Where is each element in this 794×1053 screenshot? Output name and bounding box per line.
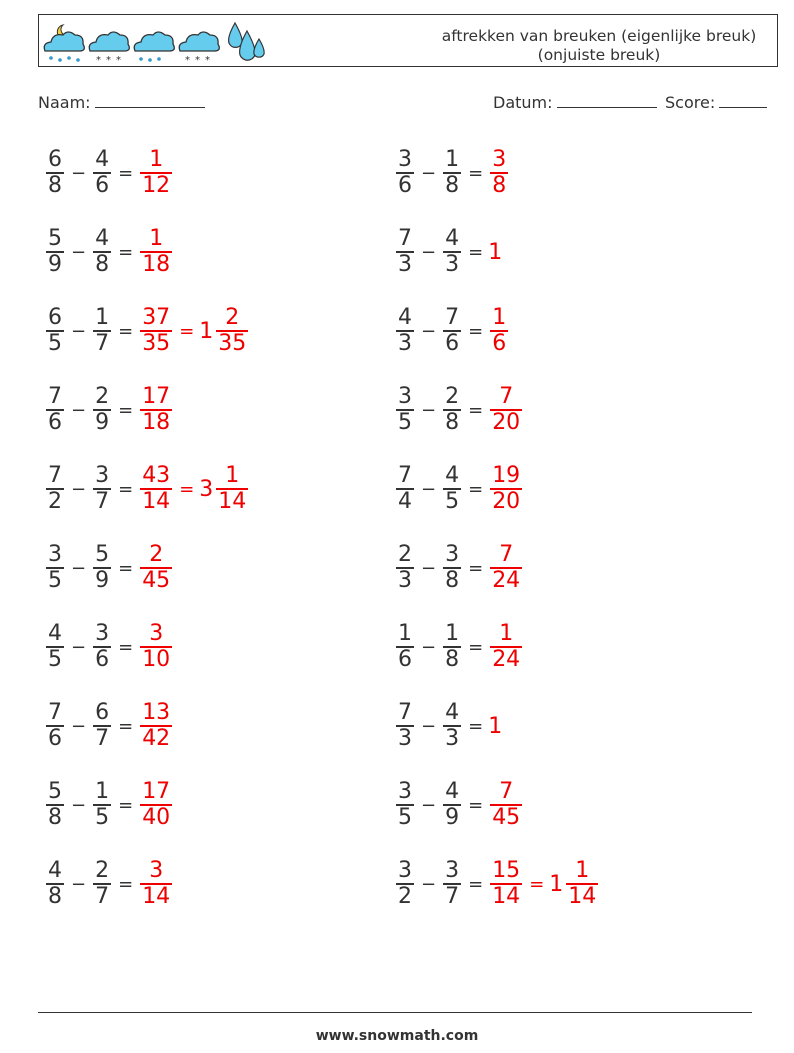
denominator: 5 (398, 804, 412, 830)
denominator: 2 (398, 883, 412, 909)
denominator: 24 (492, 567, 521, 593)
numerator: 4 (95, 226, 110, 252)
numerator: 3 (149, 858, 164, 884)
denominator: 3 (445, 251, 460, 277)
denominator: 5 (48, 330, 62, 356)
fraction (140, 227, 172, 277)
minus-sign: − (421, 636, 437, 658)
fraction (93, 464, 111, 514)
minus-sign: − (421, 241, 437, 263)
numerator: 7 (499, 384, 514, 410)
minus-sign: − (421, 715, 437, 737)
problem-9 (44, 459, 250, 519)
problem-8 (394, 380, 524, 440)
denominator: 35 (218, 330, 247, 356)
answer (138, 227, 174, 277)
fraction (490, 859, 522, 909)
denominator: 42 (142, 725, 171, 751)
numerator: 4 (398, 305, 412, 331)
answer (488, 622, 524, 672)
minus-sign: − (421, 794, 437, 816)
numerator: 15 (492, 858, 521, 884)
numerator: 1 (225, 463, 240, 489)
denominator: 3 (398, 567, 412, 593)
numerator: 1 (499, 621, 514, 647)
denominator: 9 (95, 409, 110, 435)
denominator: 6 (398, 172, 412, 198)
problem-12 (394, 538, 524, 598)
fraction (396, 543, 414, 593)
minus-sign: − (71, 320, 87, 342)
denominator: 45 (142, 567, 171, 593)
name-blank[interactable] (95, 93, 205, 108)
numerator: 5 (48, 779, 62, 805)
fraction (490, 622, 522, 672)
denominator: 9 (445, 804, 460, 830)
fraction (46, 385, 64, 435)
denominator: 8 (445, 172, 460, 198)
denominator: 6 (445, 330, 460, 356)
header-box (38, 14, 778, 67)
numerator: 2 (225, 305, 240, 331)
fraction (396, 227, 414, 277)
denominator: 8 (48, 172, 62, 198)
fraction (396, 622, 414, 672)
fraction (93, 385, 111, 435)
numerator: 1 (149, 226, 164, 252)
date-blank[interactable] (557, 93, 657, 108)
numerator: 3 (95, 621, 110, 647)
minus-sign: − (421, 399, 437, 421)
problem-19 (44, 854, 174, 914)
equals-sign: = (468, 241, 484, 263)
numerator: 1 (492, 305, 507, 331)
fraction (490, 464, 522, 514)
denominator: 40 (142, 804, 171, 830)
mixed-whole: 1 (199, 318, 214, 344)
denominator: 2 (48, 488, 62, 514)
fraction (140, 780, 172, 830)
numerator: 7 (48, 463, 62, 489)
title-line-1: aftrekken van breuken (eigenlijke breuk) (441, 27, 757, 45)
svg-text:*: * (185, 55, 190, 65)
svg-text:*: * (96, 55, 101, 65)
numerator: 3 (149, 621, 164, 647)
fraction (396, 385, 414, 435)
minus-sign: − (421, 557, 437, 579)
equals-sign: = (118, 162, 134, 184)
equals-sign: = (118, 399, 134, 421)
denominator: 3 (445, 725, 460, 751)
fraction (93, 543, 111, 593)
answer (138, 464, 250, 514)
numerator: 7 (48, 384, 62, 410)
cloud-moon-rain-icon (44, 25, 84, 62)
answer (138, 780, 174, 830)
numerator: 1 (575, 858, 590, 884)
numerator: 3 (445, 858, 460, 884)
fraction (490, 780, 522, 830)
minus-sign: − (421, 873, 437, 895)
numerator: 4 (445, 779, 460, 805)
problem-10 (394, 459, 524, 519)
fraction (93, 227, 111, 277)
equals-sign: = (179, 478, 195, 500)
fraction (490, 543, 522, 593)
fraction (140, 543, 172, 593)
denominator: 5 (48, 567, 62, 593)
denominator: 14 (142, 883, 171, 909)
denominator: 14 (142, 488, 171, 514)
minus-sign: − (71, 557, 87, 579)
equals-sign: = (468, 162, 484, 184)
denominator: 6 (398, 646, 412, 672)
fraction (140, 464, 172, 514)
score-blank[interactable] (719, 93, 767, 108)
numerator: 4 (48, 858, 62, 884)
numerator: 7 (499, 542, 514, 568)
denominator: 9 (95, 567, 110, 593)
denominator: 10 (142, 646, 171, 672)
title-line-2: (onjuiste breuk) (537, 46, 661, 64)
fraction (46, 701, 64, 751)
answer (138, 306, 250, 356)
problem-6 (394, 301, 510, 361)
equals-sign: = (468, 557, 484, 579)
denominator: 3 (398, 330, 412, 356)
fraction (93, 622, 111, 672)
equals-sign: = (118, 715, 134, 737)
fraction (93, 780, 111, 830)
problem-5 (44, 301, 250, 361)
numerator: 6 (95, 700, 110, 726)
equals-sign: = (118, 873, 134, 895)
minus-sign: − (71, 715, 87, 737)
svg-text:*: * (116, 55, 121, 65)
minus-sign: − (71, 478, 87, 500)
problem-7 (44, 380, 174, 440)
minus-sign: − (71, 399, 87, 421)
denominator: 8 (95, 251, 110, 277)
fraction (140, 859, 172, 909)
numerator: 3 (398, 384, 412, 410)
numerator: 4 (445, 700, 460, 726)
numerator: 5 (95, 542, 110, 568)
fraction (490, 306, 508, 356)
denominator: 7 (95, 725, 110, 751)
date-field[interactable] (493, 93, 657, 112)
fraction (443, 859, 461, 909)
numerator: 43 (142, 463, 171, 489)
name-field[interactable] (38, 93, 205, 112)
fraction (396, 701, 414, 751)
fraction (46, 227, 64, 277)
fraction (396, 859, 414, 909)
equals-sign: = (118, 794, 134, 816)
answer (488, 780, 524, 830)
answer (488, 240, 503, 265)
problem-4 (394, 222, 503, 282)
problem-18 (394, 775, 524, 835)
numerator: 2 (95, 384, 110, 410)
raindrops-icon (229, 23, 265, 60)
fraction (93, 148, 111, 198)
equals-sign: = (118, 636, 134, 658)
fraction (46, 306, 64, 356)
problem-1 (44, 143, 174, 203)
fraction (140, 701, 172, 751)
numerator: 37 (142, 305, 171, 331)
minus-sign: − (71, 636, 87, 658)
denominator: 18 (142, 251, 171, 277)
fraction (443, 148, 461, 198)
name-label: Naam: (38, 93, 91, 112)
denominator: 14 (568, 883, 597, 909)
problem-3 (44, 222, 174, 282)
numerator: 4 (445, 463, 460, 489)
numerator: 1 (149, 147, 164, 173)
numerator: 3 (95, 463, 110, 489)
denominator: 8 (48, 804, 62, 830)
denominator: 12 (142, 172, 171, 198)
denominator: 24 (492, 646, 521, 672)
answer (138, 622, 174, 672)
answer-integer: 1 (488, 713, 503, 739)
cloud-snow-icon (89, 32, 129, 65)
numerator: 6 (48, 147, 62, 173)
denominator: 5 (398, 409, 412, 435)
fraction (396, 306, 414, 356)
minus-sign: − (421, 478, 437, 500)
fraction (490, 385, 522, 435)
score-field[interactable] (665, 93, 767, 112)
denominator: 6 (48, 725, 62, 751)
denominator: 5 (48, 646, 62, 672)
denominator: 6 (492, 330, 507, 356)
equals-sign: = (179, 320, 195, 342)
denominator: 45 (492, 804, 521, 830)
equals-sign: = (529, 873, 545, 895)
cloud-rain-icon (134, 32, 174, 62)
equals-sign: = (468, 399, 484, 421)
equals-sign: = (468, 794, 484, 816)
fraction (396, 464, 414, 514)
numerator: 3 (445, 542, 460, 568)
fraction (443, 543, 461, 593)
numerator: 1 (95, 779, 110, 805)
minus-sign: − (71, 241, 87, 263)
denominator: 20 (492, 488, 521, 514)
numerator: 6 (48, 305, 62, 331)
denominator: 5 (445, 488, 460, 514)
numerator: 19 (492, 463, 521, 489)
footer-divider (38, 1012, 752, 1013)
numerator: 5 (48, 226, 62, 252)
answer (488, 543, 524, 593)
weather-icons (41, 17, 267, 65)
denominator: 6 (95, 172, 110, 198)
cloud-snow-icon (179, 32, 219, 65)
fraction (46, 859, 64, 909)
fraction (396, 148, 414, 198)
mixed-whole: 3 (199, 476, 214, 502)
minus-sign: − (71, 794, 87, 816)
svg-text:*: * (195, 55, 200, 65)
numerator: 13 (142, 700, 171, 726)
numerator: 17 (142, 779, 171, 805)
numerator: 3 (398, 779, 412, 805)
denominator: 18 (142, 409, 171, 435)
denominator: 20 (492, 409, 521, 435)
fraction (490, 148, 508, 198)
denominator: 8 (445, 409, 460, 435)
fraction (443, 306, 461, 356)
numerator: 2 (398, 542, 412, 568)
fraction (46, 464, 64, 514)
fraction (216, 306, 248, 356)
equals-sign: = (468, 715, 484, 737)
denominator: 8 (445, 646, 460, 672)
numerator: 7 (398, 226, 412, 252)
numerator: 7 (499, 779, 514, 805)
numerator: 7 (398, 700, 412, 726)
answer (488, 306, 510, 356)
denominator: 3 (398, 725, 412, 751)
problem-2 (394, 143, 510, 203)
equals-sign: = (468, 873, 484, 895)
numerator: 1 (398, 621, 412, 647)
problem-20 (394, 854, 600, 914)
problem-11 (44, 538, 174, 598)
numerator: 4 (48, 621, 62, 647)
numerator: 7 (398, 463, 412, 489)
denominator: 6 (48, 409, 62, 435)
denominator: 14 (492, 883, 521, 909)
denominator: 7 (95, 488, 110, 514)
denominator: 9 (48, 251, 62, 277)
numerator: 1 (95, 305, 110, 331)
minus-sign: − (71, 162, 87, 184)
numerator: 4 (445, 226, 460, 252)
fraction (396, 780, 414, 830)
fraction (443, 464, 461, 514)
fraction (93, 859, 111, 909)
minus-sign: − (71, 873, 87, 895)
worksheet-title (419, 27, 779, 65)
numerator: 2 (95, 858, 110, 884)
fraction (140, 622, 172, 672)
fraction (46, 543, 64, 593)
denominator: 3 (398, 251, 412, 277)
denominator: 4 (398, 488, 412, 514)
numerator: 17 (142, 384, 171, 410)
numerator: 7 (445, 305, 460, 331)
equals-sign: = (468, 478, 484, 500)
fraction (443, 227, 461, 277)
problem-14 (394, 617, 524, 677)
fraction (93, 306, 111, 356)
fraction (46, 780, 64, 830)
answer (138, 859, 174, 909)
fraction (443, 780, 461, 830)
fraction (140, 148, 172, 198)
denominator: 8 (48, 883, 62, 909)
answer-integer: 1 (488, 239, 503, 265)
mixed-whole: 1 (549, 871, 564, 897)
equals-sign: = (118, 557, 134, 579)
answer (488, 859, 600, 909)
fraction (46, 148, 64, 198)
equals-sign: = (118, 478, 134, 500)
svg-text:*: * (106, 55, 111, 65)
numerator: 2 (149, 542, 164, 568)
fraction (46, 622, 64, 672)
fraction (140, 306, 172, 356)
fraction (443, 622, 461, 672)
fraction (216, 464, 248, 514)
denominator: 8 (445, 567, 460, 593)
problem-15 (44, 696, 174, 756)
numerator: 2 (445, 384, 460, 410)
equals-sign: = (118, 241, 134, 263)
numerator: 3 (492, 147, 507, 173)
fraction (566, 859, 598, 909)
denominator: 6 (95, 646, 110, 672)
svg-text:*: * (205, 55, 210, 65)
denominator: 7 (445, 883, 460, 909)
equals-sign: = (468, 320, 484, 342)
minus-sign: − (421, 320, 437, 342)
answer (488, 148, 510, 198)
minus-sign: − (421, 162, 437, 184)
answer (138, 701, 174, 751)
score-label: Score: (665, 93, 716, 112)
fraction (93, 701, 111, 751)
numerator: 3 (398, 858, 412, 884)
answer (488, 464, 524, 514)
footer-url[interactable]: www.snowmath.com (315, 1028, 479, 1044)
equals-sign: = (118, 320, 134, 342)
numerator: 1 (445, 621, 460, 647)
fraction (443, 385, 461, 435)
fraction (140, 385, 172, 435)
answer (488, 714, 503, 739)
equals-sign: = (468, 636, 484, 658)
denominator: 35 (142, 330, 171, 356)
problem-13 (44, 617, 174, 677)
numerator: 1 (445, 147, 460, 173)
denominator: 8 (492, 172, 507, 198)
fraction (443, 701, 461, 751)
problem-16 (394, 696, 503, 756)
answer (488, 385, 524, 435)
answer (138, 385, 174, 435)
denominator: 7 (95, 330, 110, 356)
problem-17 (44, 775, 174, 835)
numerator: 3 (48, 542, 62, 568)
answer (138, 148, 174, 198)
date-label: Datum: (493, 93, 553, 112)
denominator: 7 (95, 883, 110, 909)
denominator: 14 (218, 488, 247, 514)
numerator: 3 (398, 147, 412, 173)
numerator: 4 (95, 147, 110, 173)
answer (138, 543, 174, 593)
numerator: 7 (48, 700, 62, 726)
denominator: 5 (95, 804, 110, 830)
